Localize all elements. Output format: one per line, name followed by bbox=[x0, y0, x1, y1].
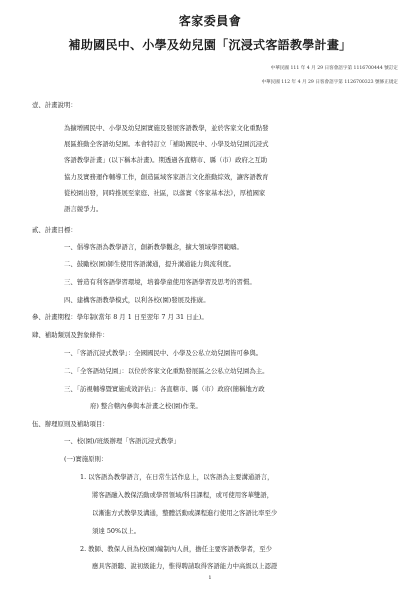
section-heading-2: 貳、計畫目標： bbox=[32, 226, 77, 234]
goal-item: 四、建構客語教學模式，以利各校(園)發展及推廣。 bbox=[64, 296, 210, 304]
principle-line: 應具客語聽、說初級能力，惟得聘請取得客語能力中高級以上認證 bbox=[92, 562, 278, 570]
body-line: 語言競爭力。 bbox=[64, 205, 103, 214]
reference-line-1: 中華民國 111 年 4 月 29 日客會語字第 1116700444 號訂定 bbox=[270, 66, 398, 71]
section-1-body bbox=[64, 120, 386, 217]
principle-line: 將客語融入教保活動或學習領域/科目課程，或可使用客華雙語， bbox=[92, 491, 274, 499]
org-title: 客家委員會 bbox=[178, 14, 242, 28]
principle-line: 2. 教師、教保人員為校(園)編制內人員，擔任主要客語教學者，至少 bbox=[80, 545, 273, 553]
subsection-heading: 一、校(園)/班級辦理「客語沉浸式教學」 bbox=[64, 437, 180, 445]
eligibility-item: 一、「客語沉浸式教學」：全國國民中、小學及公私立幼兒園皆可參與。 bbox=[64, 349, 263, 357]
body-line: 從校園出發，同時推展至家庭、社區，以落實《客家基本法》，厚植國家 bbox=[64, 188, 266, 197]
section-heading-1: 壹、計畫說明： bbox=[32, 101, 77, 109]
section-heading-4: 肆、補助類別及對象條件： bbox=[32, 331, 109, 339]
eligibility-item: 二、「全客語幼兒園」：以位於客家文化重點發展區之公私立幼兒園為主。 bbox=[64, 367, 269, 375]
goal-item: 一、倡導客語為教學語言，創新教學觀念，擴大領域學習範疇。 bbox=[64, 243, 243, 251]
body-line: 客語教學計畫」(以下稱本計畫)。期透過各直轄市、縣（市）政府之互助 bbox=[64, 156, 268, 165]
goal-item: 二、鼓勵校(園)師生使用客語溝通，提升溝通能力與流利度。 bbox=[64, 260, 236, 268]
principle-line: 1. 以客語為教學語言，在日常生活作息上，以客語為主要溝通語言， bbox=[80, 473, 274, 481]
section-heading-5: 伍、辦理原則及補助項目： bbox=[32, 420, 109, 428]
goal-item: 三、營造有利客語學習環境，培養學童使用客語學習及思考的習慣。 bbox=[64, 278, 256, 286]
body-line: 協力及實務運作輔導工作，創造區域客家語言文化推動綜效，讓客語教育 bbox=[64, 172, 269, 181]
reference-line-2: 中華民國 112 年 4 月 29 日客會語字第 1126700323 號修正規定 bbox=[261, 80, 398, 85]
principle-line: 須達 50%以上。 bbox=[92, 527, 141, 535]
section-heading-3: 參、計畫期程：學年制(當年 8 月 1 日至翌年 7 月 31 日止)。 bbox=[32, 313, 208, 321]
eligibility-item: 三、「訪視輔導暨實施成效評估」：各直轄市、縣（市）政府(簡稱地方政 bbox=[64, 385, 265, 393]
body-line: 為擴增國民中、小學及幼兒園實施及發展客語教學，並於客家文化重點發 bbox=[64, 124, 269, 132]
body-line: 展區推動全客語幼兒園。本會特訂立「補助國民中、小學及幼兒園沉浸式 bbox=[64, 140, 269, 149]
principle-line: 以漸進方式教學及溝通，整體活動或課程進行使用之客語比率至少 bbox=[92, 509, 278, 517]
subsection-subheading: (一)實施原則： bbox=[64, 455, 108, 463]
eligibility-item-continued: 府) 整合轄內參與本計畫之校(園)作業。 bbox=[90, 402, 202, 410]
document-title: 補助國民中、小學及幼兒園「沉浸式客語教學計畫」 bbox=[68, 38, 352, 52]
page-number: 1 bbox=[208, 575, 212, 581]
